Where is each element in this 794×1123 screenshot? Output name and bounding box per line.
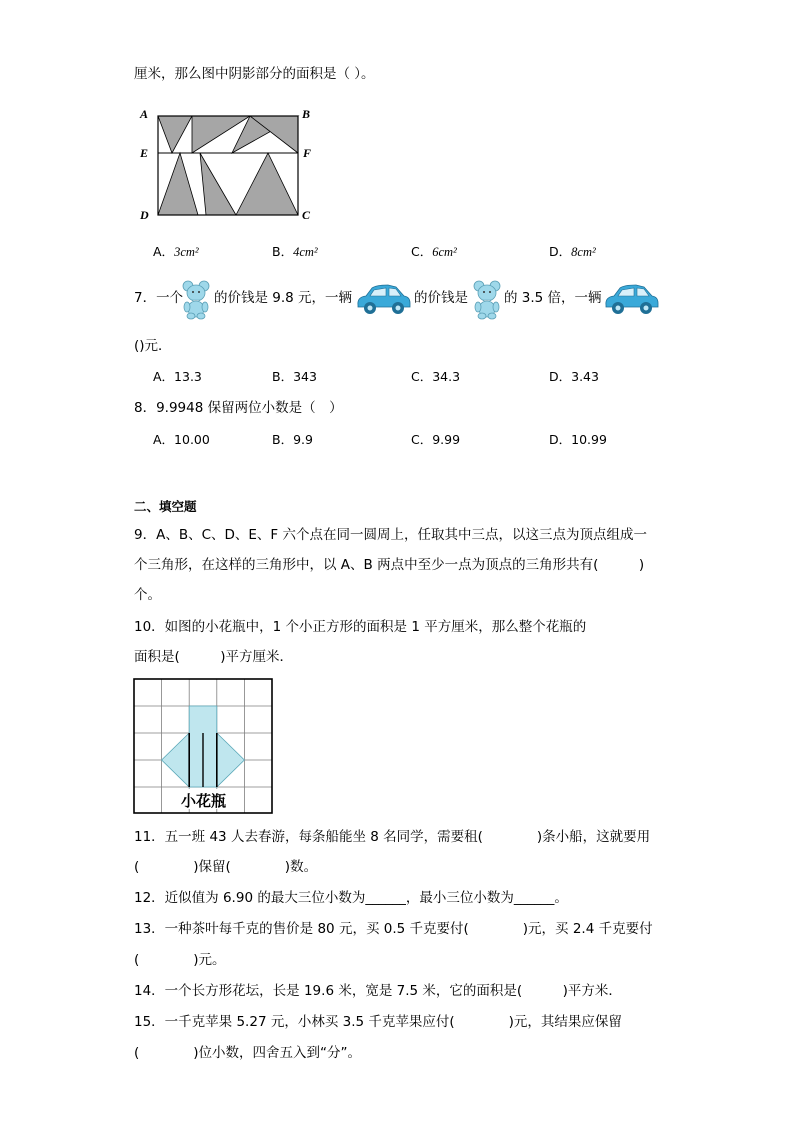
toy-car-icon bbox=[602, 283, 660, 317]
option-7B[interactable]: B．343 bbox=[272, 369, 317, 384]
shaded-triangle bbox=[236, 153, 298, 215]
option-8C[interactable]: C．9.99 bbox=[411, 432, 461, 447]
question-15-line1: 15．一千克苹果 5.27 元，小林买 3.5 千克苹果应付( )元，其结果应保留 bbox=[134, 1014, 622, 1030]
option-7A[interactable]: A．13.3 bbox=[153, 369, 202, 384]
option-8B[interactable]: B．9.9 bbox=[272, 432, 313, 447]
label-F: F bbox=[303, 146, 312, 160]
option-7C[interactable]: C．34.3 bbox=[411, 369, 461, 384]
section-2-title: 二、填空题 bbox=[134, 499, 197, 514]
label-D: D bbox=[140, 208, 149, 222]
question-10-line2: 面积是( )平方厘米． bbox=[134, 649, 294, 665]
question-11-line2: ( )保留( )数。 bbox=[134, 859, 318, 875]
vase-grid-figure bbox=[133, 678, 273, 814]
question-7-part2: 的价钱是 9.8 元，一辆 bbox=[214, 290, 353, 306]
toy-bear-icon bbox=[471, 280, 503, 320]
shaded-triangle bbox=[158, 153, 198, 215]
question-7-part1: 7．一个 bbox=[134, 290, 184, 306]
question-11-line1: 11．五一班 43 人去春游，每条船能坐 8 名同学，需要租( )条小船，这就要用 bbox=[134, 829, 651, 845]
question-13-line2: ( )元。 bbox=[134, 952, 226, 968]
question-7-part3: 的价钱是 bbox=[414, 290, 468, 306]
option-7D[interactable]: D．3.43 bbox=[549, 369, 599, 384]
question-10-line1: 10．如图的小花瓶中，1 个小正方形的面积是 1 平方厘米，那么整个花瓶的 bbox=[134, 619, 587, 635]
question-9-line3: 个。 bbox=[134, 587, 161, 603]
toy-car-icon bbox=[354, 283, 412, 317]
shaded-triangle bbox=[200, 153, 236, 215]
vase-label: 小花瓶 bbox=[181, 792, 227, 810]
option-8A[interactable]: A．10.00 bbox=[153, 432, 210, 447]
option-6C[interactable]: C．6cm² bbox=[411, 244, 457, 259]
question-6-figure bbox=[138, 104, 318, 228]
label-C: C bbox=[302, 208, 311, 222]
shaded-triangle bbox=[158, 116, 192, 153]
label-A: A bbox=[140, 107, 149, 121]
toy-bear-icon bbox=[180, 280, 212, 320]
option-6B[interactable]: B．4cm² bbox=[272, 244, 318, 259]
vase-left-wing bbox=[162, 733, 190, 787]
question-6-tail: 厘米，那么图中阴影部分的面积是（ ）。 bbox=[134, 66, 375, 82]
question-8: 8．9.9948 保留两位小数是（ ） bbox=[134, 400, 343, 416]
question-13-line1: 13．一种茶叶每千克的售价是 80 元，买 0.5 千克要付( )元，买 2.4 千克要付 bbox=[134, 921, 653, 937]
option-6D[interactable]: D．8cm² bbox=[549, 244, 596, 259]
question-14: 14．一个长方形花坛，长是 19.6 米，宽是 7.5 米，它的面积是( )平方米． bbox=[134, 983, 622, 999]
vase-right-wing bbox=[217, 733, 245, 787]
question-7-part4: 的 3.5 倍，一辆 bbox=[504, 290, 602, 306]
label-B: B bbox=[302, 107, 311, 121]
question-9-line2: 个三角形，在这样的三角形中，以 A、B 两点中至少一点为顶点的三角形共有( ) bbox=[134, 557, 645, 573]
question-7-line2: ()元． bbox=[134, 338, 172, 354]
option-6A[interactable]: A．3cm² bbox=[153, 244, 199, 259]
question-9-line1: 9．A、B、C、D、E、F 六个点在同一圆周上，任取其中三点，以这三点为顶点组成一 bbox=[134, 527, 647, 543]
question-15-line2: ( )位小数，四舍五入到“分”。 bbox=[134, 1045, 362, 1061]
question-12: 12．近似值为 6.90 的最大三位小数为______，最小三位小数为______。 bbox=[134, 890, 568, 906]
label-E: E bbox=[140, 146, 149, 160]
option-8D[interactable]: D．10.99 bbox=[549, 432, 607, 447]
